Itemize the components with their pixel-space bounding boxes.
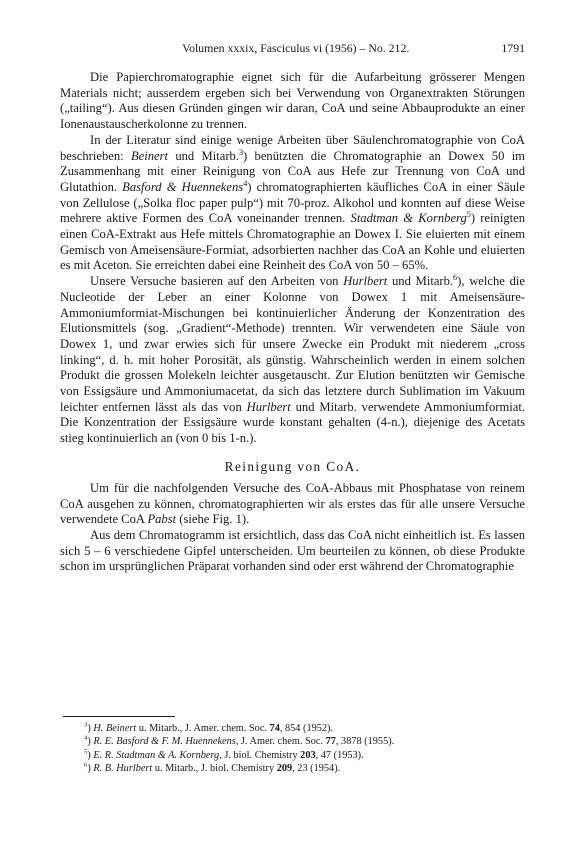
text-run: Pabst	[147, 512, 177, 527]
text-run: und Mitarb. verwendete Ammoniumformiat. Die Konzentration der Essigsäure wurde konstant gehalten (4-n.), diejenige des Acetats stieg kontinuierlich an (von 0 bis 1-n.).	[60, 399, 525, 446]
footnote	[60, 762, 525, 775]
footnote-ref: 5	[84, 748, 88, 756]
footnote-rule	[63, 716, 175, 717]
text-run: u. Mitarb., J. Amer. chem. Soc.	[136, 723, 270, 734]
text-run: Aus dem Chromatogramm ist ersichtlich, dass das CoA nicht einheitlich ist. Es lassen sich 5 – 6 verschiedene Gipfel unterscheiden. Um beurteilen zu können, ob diese Produkte schon im ursprünglichen Präparat vorhanden sind oder erst während der Chromatographie	[60, 527, 525, 574]
text-run: R. E. Basford & F. M. Huennekens	[93, 736, 236, 748]
text-run: ), welche die Nucleotide der Leber an einer Kolonne von Dowex 1 mit Ameisensäure-Ammoniumformiat-Mischungen bei kontinuierlicher Änderung der Konzentration des Elutionsmittels (sog. „Gradient“-Methode) trennten. Wir verwendeten eine Säule von Dowex 1, und zwar erwies sich für unsere Zwecke ein Produkt mit niederem „cross linking“, d. h. mit hoher Porosität, als günstig. Wahrscheinlich werden in einem solchen Produkt die grossen Molekeln leichter ausgetauscht. Zur Elution benützten wir Gemische von Essigsäure und Ammoniumacetat, da sich das letztere durch Sublimation im Vakuum leichter entfernen lässt als das von	[60, 274, 525, 414]
running-head	[60, 41, 525, 55]
paragraph	[60, 274, 525, 447]
text-run: H. Beinert	[93, 723, 137, 734]
footnote-ref: 4	[243, 178, 248, 188]
text-run: R. B. Hurlbert	[93, 762, 153, 774]
text-run: u. Mitarb., J. biol. Chemistry	[152, 762, 277, 774]
text-run: 203	[300, 749, 316, 761]
page-number: 1791	[501, 41, 525, 55]
text-run: 209	[276, 762, 293, 774]
text-run: und Mitarb.	[168, 148, 239, 163]
text-run: , 3878 (1955).	[335, 736, 395, 748]
text-run: )	[87, 749, 94, 761]
text-run: ) reinigten einen CoA-Extrakt aus Hefe mittels Chromatographie an Dowex I. Sie eluierten mit einem Gemisch von Ameisensäure-Formiat, adsorbierten nachher das CoA an Kohle und eluierten es mit Aceton. Sie erreichten dabei eine Reinheit des CoA von 50 – 65%.	[60, 211, 525, 273]
paragraph	[60, 481, 525, 528]
paragraph	[60, 133, 525, 274]
text-run: Unsere Versuche basieren auf den Arbeiten von	[90, 274, 344, 289]
text-run: )	[87, 736, 94, 748]
text-run: 74	[269, 723, 280, 734]
text-run: Basford & Huennekens	[122, 179, 244, 194]
text-run: und Mitarb.	[387, 274, 454, 289]
text-run: In der Literatur sind einige wenige Arbeiten über Säulenchromatographie von CoA beschrieben:	[60, 132, 525, 163]
text-run: , 854 (1952).	[279, 723, 334, 734]
text-run: ) chromatographierten käufliches CoA in einer Säule von Zellulose („Solka floc paper pulp“) mit 70-proz. Alkohol und konnten auf diese Weise mehrere aktive Formen des CoA voneinander trennen.	[60, 179, 525, 226]
text-run: Stadtman & Kornberg	[350, 211, 467, 226]
footnote-ref: 6	[453, 272, 458, 282]
footnote	[60, 722, 525, 735]
footnote-ref: 6	[84, 761, 88, 769]
journal-volume-line: Volumen xxxix, Fasciculus vi (1956) – No. 212.	[182, 41, 410, 55]
text-run: )	[87, 762, 94, 774]
footnote-ref: 3	[84, 721, 88, 729]
text-run: Beinert	[130, 148, 169, 163]
text-run: (siehe Fig. 1).	[176, 512, 250, 527]
text-run: ) benützten die Chromatographie an Dowex 50 im Zusammenhang mit einer Reinigung von CoA aus Hefe zur Trennung von CoA und Glutathion.	[60, 148, 525, 194]
text-run: 77	[325, 736, 336, 748]
footnote-ref: 3	[238, 147, 244, 157]
text-run: , J. Amer. chem. Soc.	[235, 736, 326, 748]
text-run: E. R. Stadtman & A. Kornberg	[93, 749, 220, 761]
section-heading: Reinigung von CoA.	[224, 458, 361, 474]
footnote-ref: 5	[466, 210, 471, 220]
text-run: , 47 (1953).	[315, 749, 364, 761]
text-run: , 23 (1954).	[292, 762, 341, 774]
paragraph	[60, 528, 525, 575]
text-run: Hurlbert	[343, 274, 388, 289]
main-text	[60, 70, 525, 575]
footnote	[60, 735, 525, 748]
footnote-ref: 4	[84, 734, 88, 742]
text-run: Hurlbert	[246, 399, 291, 414]
paragraph	[60, 70, 525, 133]
text-run: Um für die nachfolgenden Versuche des CoA-Abbaus mit Phosphatase von reinem CoA ausgehen zu können, chromatographierten wir als erstes das für alle unsere Versuche verwendete CoA	[60, 480, 525, 527]
text-run: )	[87, 723, 94, 734]
text-run: , J. biol. Chemistry	[219, 749, 301, 761]
text-run: Die Papierchromatographie eignet sich für die Aufarbeitung grösserer Mengen Materials nicht; ausserdem ergeben sich bei Verwendung von Organextrakten Störungen („tailing“). Aus diesen Gründen gingen wir daran, CoA und seine Abbauprodukte an einer Ionenaustauscherkolonne zu trennen.	[60, 70, 525, 132]
footnote	[60, 749, 525, 762]
footnotes	[60, 716, 525, 775]
